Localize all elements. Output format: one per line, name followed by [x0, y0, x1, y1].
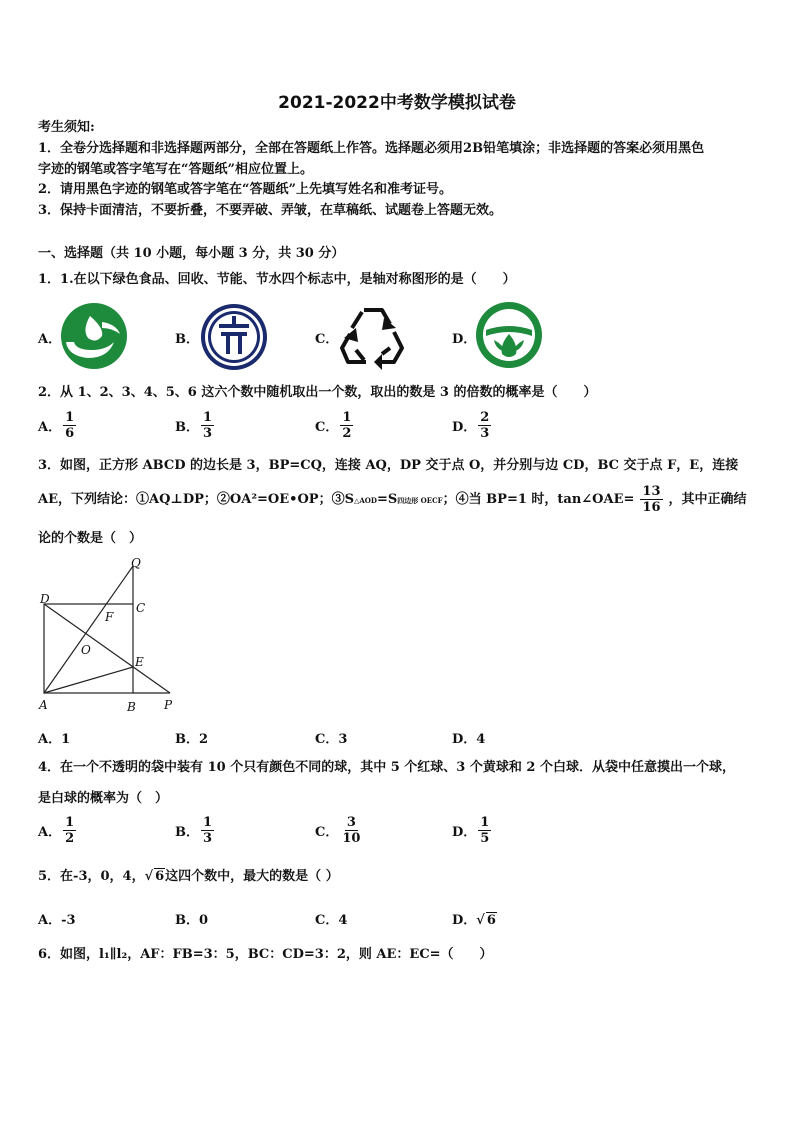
numerator: 13 [642, 484, 661, 499]
numerator: 1 [203, 410, 213, 425]
q4-option-d [452, 815, 493, 846]
numerator: 3 [346, 815, 356, 830]
label-q: Q [131, 556, 141, 570]
q4-option-d-label: D． [452, 825, 477, 840]
q5-option-d-label: D． [452, 913, 477, 928]
q4-option-a [38, 815, 78, 846]
notice-item-1-cont: 字迹的钢笔或答字笔写在“答题纸”相应位置上。 [38, 162, 313, 177]
denominator: 2 [342, 426, 352, 441]
q5-option-d-radicand: 6 [486, 913, 496, 928]
label-p: P [164, 698, 173, 712]
q2-option-b [175, 410, 216, 441]
q3-geometry-figure [34, 556, 184, 718]
label-f: F [105, 610, 114, 624]
q1-stem: 1．1.在以下绿色食品、回收、节能、节水四个标志中，是轴对称图形的是（ ） [38, 272, 516, 287]
q5-option-a: A．-3 [38, 913, 76, 928]
notice-item-1: 1．全卷分选择题和非选择题两部分，全部在答题纸上作答。选择题必须用2B铅笔填涂；非选择题的答案必须用黑色 [38, 141, 705, 156]
q3-option-a: A．1 [38, 732, 71, 747]
page-title: 2021-2022中考数学模拟试卷 [278, 93, 516, 113]
q4-option-b [175, 815, 216, 846]
q2-option-d-label: D． [452, 420, 477, 435]
q2-option-d-fraction [478, 410, 491, 441]
q4-option-d-fraction [478, 815, 491, 846]
denominator: 16 [642, 500, 661, 515]
q3-line-2 [38, 484, 747, 515]
recycle-logo-icon [338, 302, 408, 370]
denominator: 3 [480, 426, 490, 441]
q2-option-b-label: B． [175, 420, 199, 435]
q2-option-d [452, 410, 493, 441]
numerator: 1 [203, 815, 213, 830]
sqrt-symbol: √ [144, 869, 154, 884]
denominator: 6 [65, 426, 75, 441]
q1-option-a-label: A． [38, 332, 62, 347]
q2-option-c-fraction [340, 410, 353, 441]
q3-subscript-2: 四边形 OECF [397, 496, 443, 505]
q4-option-c-label: C． [315, 825, 339, 840]
q5-option-c: C．4 [315, 913, 348, 928]
q6-stem: 6．如图，l₁∥l₂，AF：FB=3：5，BC：CD=3：2，则 AE：EC=（ ） [38, 947, 493, 962]
denominator: 10 [342, 831, 361, 846]
q3-option-b: B．2 [175, 732, 209, 747]
denominator: 2 [65, 831, 75, 846]
q5-option-b: B．0 [175, 913, 209, 928]
q5-option-d [452, 909, 497, 928]
q1-option-b-label: B． [175, 332, 199, 347]
q3-option-c: C．3 [315, 732, 348, 747]
label-e: E [135, 655, 144, 669]
q4-option-b-label: B． [175, 825, 199, 840]
numerator: 2 [480, 410, 490, 425]
notice-item-2: 2．请用黑色字迹的钢笔或答字笔在“答题纸”上先填写姓名和准考证号。 [38, 182, 453, 197]
q3-text-b: =S [376, 492, 398, 507]
numerator: 1 [342, 410, 352, 425]
water-saving-logo-icon [474, 300, 544, 370]
q4-line-2: 是白球的概率为（ ） [38, 791, 169, 806]
numerator: 1 [65, 410, 75, 425]
q2-option-a-label: A． [38, 420, 62, 435]
label-c: C [136, 601, 146, 615]
q1-option-c-label: C． [315, 332, 339, 347]
q3-line-3: 论的个数是（ ） [38, 531, 143, 546]
q5-text-a: 5．在-3，0，4， [38, 869, 145, 884]
q3-fraction [640, 484, 662, 515]
q4-option-a-label: A． [38, 825, 62, 840]
denominator: 3 [203, 831, 213, 846]
label-b: B [127, 700, 136, 714]
notice-item-3: 3．保持卡面清洁，不要折叠，不要弄破、弄皱，在草稿纸、试题卷上答题无效。 [38, 203, 503, 218]
q2-option-b-fraction [201, 410, 214, 441]
q3-text-a: AE，下列结论：①AQ⊥DP；②OA²=OE•OP；③S [38, 492, 354, 507]
denominator: 3 [203, 426, 213, 441]
q3-subscript-1: △AOD [353, 496, 377, 505]
q3-text-d: ，其中正确结 [668, 492, 747, 507]
green-food-logo-icon [60, 302, 128, 370]
q4-option-c-fraction [340, 815, 362, 846]
numerator: 1 [480, 815, 490, 830]
q4-option-a-fraction [63, 815, 76, 846]
q3-option-d: D．4 [452, 732, 486, 747]
q4-option-b-fraction [201, 815, 214, 846]
label-a: A [39, 698, 48, 712]
q5-stem [38, 867, 339, 887]
q3-line-1: 3．如图，正方形 ABCD 的边长是 3，BP=CQ，连接 AQ，DP 交于点 O，并分别与边 CD，BC 交于点 F，E，连接 [38, 458, 739, 473]
q2-option-c-label: C． [315, 420, 339, 435]
q4-line-1: 4．在一个不透明的袋中装有 10 个只有颜色不同的球，其中 5 个红球、3 个黄球和 2 个白球．从袋中任意摸出一个球， [38, 760, 735, 775]
q5-radicand: 6 [155, 869, 165, 884]
denominator: 5 [480, 831, 490, 846]
notice-heading: 考生须知: [38, 120, 95, 135]
energy-saving-logo-icon [199, 302, 269, 372]
q2-option-a-fraction [63, 410, 76, 441]
q3-text-c: ；④当 BP=1 时，tan∠OAE= [442, 492, 635, 507]
sqrt-symbol: √ [476, 913, 485, 928]
q1-option-d-label: D． [452, 332, 477, 347]
q2-option-c [315, 410, 355, 441]
numerator: 1 [65, 815, 75, 830]
q4-option-c [315, 815, 364, 846]
q2-stem: 2．从 1、2、3、4、5、6 这六个数中随机取出一个数，取出的数是 3 的倍数的概率是（ ） [38, 385, 597, 400]
q2-option-a [38, 410, 78, 441]
section-heading: 一、选择题（共 10 小题，每小题 3 分，共 30 分） [38, 246, 345, 261]
q5-text-b: 这四个数中，最大的数是（ ） [165, 869, 339, 884]
label-o: O [81, 643, 91, 657]
label-d: D [40, 592, 50, 606]
